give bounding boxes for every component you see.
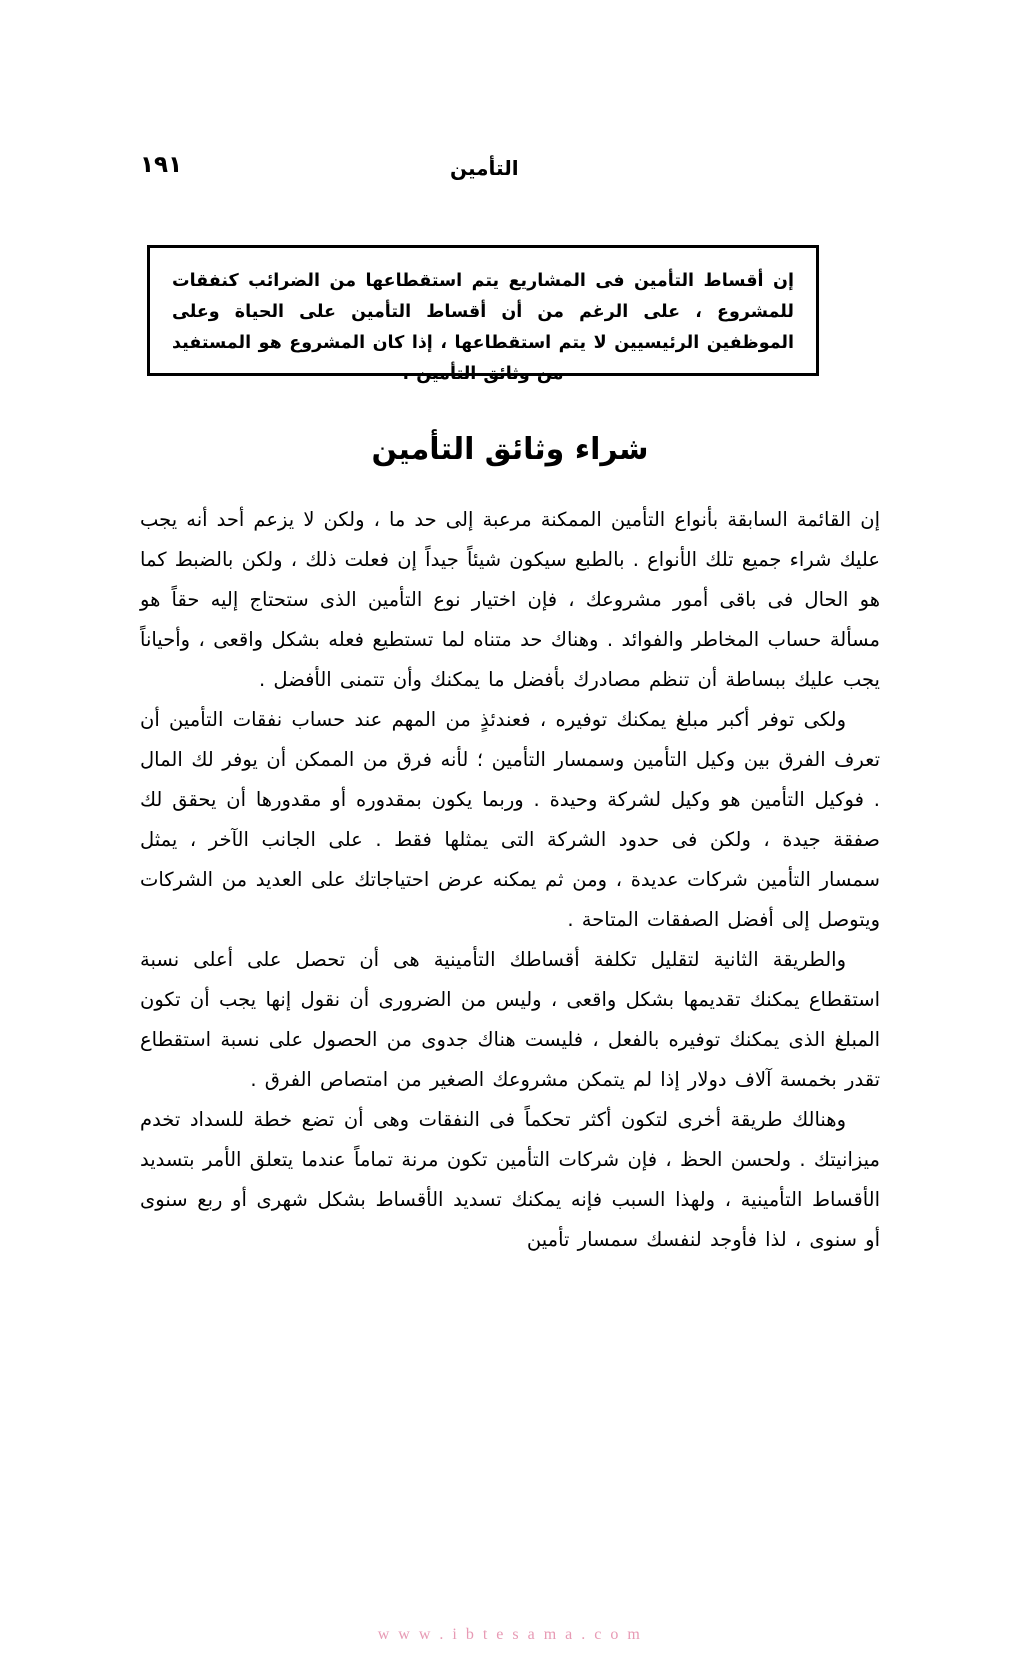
callout-text: إن أقساط التأمين فى المشاريع يتم استقطاعها من الضرائب كنفقات للمشروع ، على الرغم من أن أقساط التأمين على الحياة وعلى الموظفين الرئيسيين لا يتم استقطاعها ، إذا كان المشروع هو المستفيد من وثائق التأمين .	[172, 271, 794, 384]
body-paragraph: والطريقة الثانية لتقليل تكلفة أقساطك التأمينية هى أن تحصل على أعلى نسبة استقطاع يمكنك تقديمها بشكل واقعى ، وليس من الضرورى أن نقول إنها يجب أن تكون المبلغ الذى يمكنك توفيره بالفعل ، فليست هناك جدوى من الحصول على نسبة استقطاع تقدر بخمسة آلاف دولار إذا لم يتمكن مشروعك الصغير من امتصاص الفرق .	[140, 948, 880, 1091]
page-number: ١٩١	[140, 152, 183, 178]
body-paragraph: وهنالك طريقة أخرى لتكون أكثر تحكماً فى النفقات وهى أن تضع خطة للسداد تخدم ميزانيتك . ولحسن الحظ ، فإن شركات التأمين تكون مرنة تماماً عندما يتعلق الأمر بتسديد الأقساط التأمينية ، ولهذا السبب فإنه يمكنك تسديد الأقساط بشكل شهرى أو ربع سنوى أو سنوى ، لذا فأوجد لنفسك سمسار تأمين	[140, 1108, 880, 1251]
boxed-callout	[147, 245, 819, 384]
running-head	[140, 152, 880, 186]
body-paragraph: ولكى توفر أكبر مبلغ يمكنك توفيره ، فعندئذٍ من المهم عند حساب نفقات التأمين أن تعرف الفرق بين وكيل التأمين وسمسار التأمين ؛ لأنه فرق من الممكن أن يوفر لك المال . فوكيل التأمين هو وكيل لشركة وحيدة . وربما يكون بمقدوره أو مقدورها أن يحقق لك صفقة جيدة ، ولكن فى حدود الشركة التى يمثلها فقط . على الجانب الآخر ، يمثل سمسار التأمين شركات عديدة ، ومن ثم يمكنه عرض احتياجاتك على العديد من الشركات ويتوصل إلى أفضل الصفقات المتاحة .	[140, 708, 880, 931]
running-title: التأمين	[450, 156, 519, 180]
section-heading: شراء وثائق التأمين	[371, 432, 649, 467]
footer-watermark: w w w . i b t e s a m a . c o m	[377, 1626, 643, 1643]
body-column	[140, 500, 880, 1260]
body-paragraph: إن القائمة السابقة بأنواع التأمين الممكنة مرعبة إلى حد ما ، ولكن لا يزعم أحد أنه يجب عليك شراء جميع تلك الأنواع . بالطبع سيكون شيئاً جيداً إن فعلت ذلك ، ولكن بالضبط كما هو الحال فى باقى أمور مشروعك ، فإن اختيار نوع التأمين الذى ستحتاج إليه حقاً هو مسألة حساب المخاطر والفوائد . وهناك حد متناه لما تستطيع فعله بشكل واقعى ، وأحياناً يجب عليك ببساطة أن تنظم مصادرك بأفضل ما يمكنك وأن تتمنى الأفضل .	[140, 508, 880, 691]
